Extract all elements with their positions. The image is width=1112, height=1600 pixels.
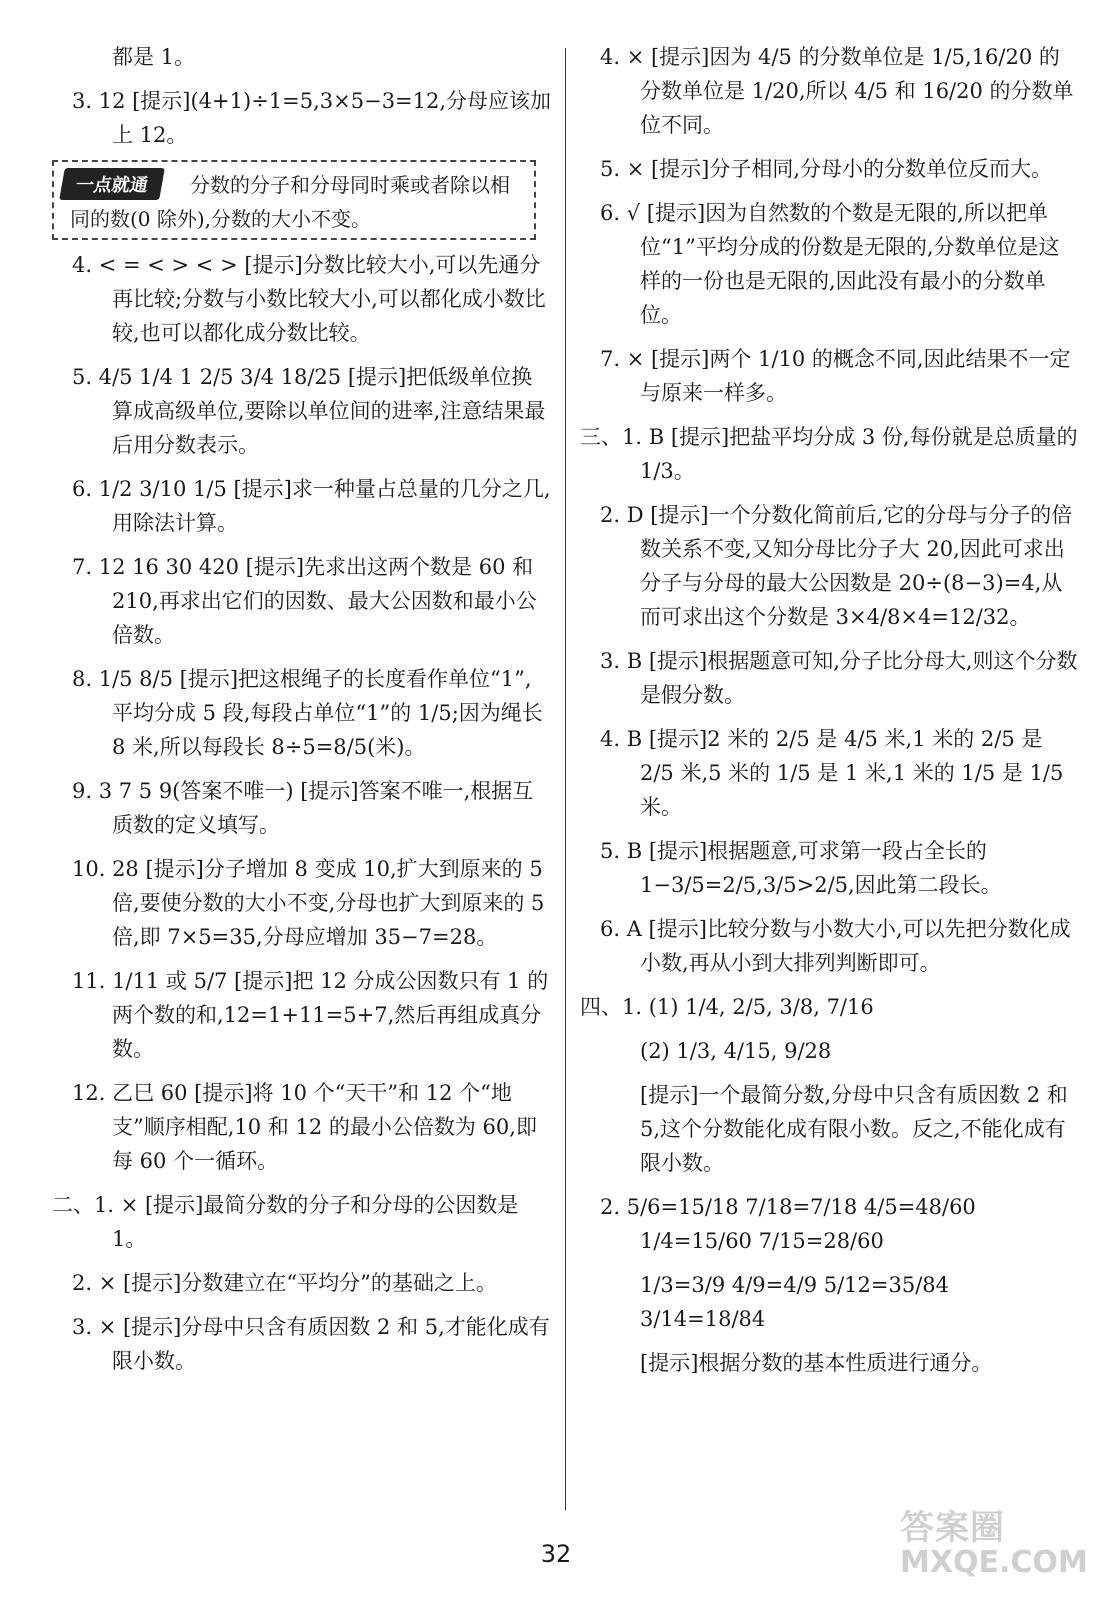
answer-item: 2. × [提示]分数建立在“平均分”的基础之上。 — [72, 1271, 497, 1295]
answer-item: 5. × [提示]分子相同,分母小的分数单位反而大。 — [600, 157, 1053, 181]
answer-item: 都是 1。 — [112, 45, 196, 69]
hint-paragraph: [提示]一个最简分数,分母中只含有质因数 2 和 5,这个分数能化成有限小数。反之,不能化成有限小数。 — [640, 1083, 1068, 1175]
answer-item: 3. 12 [提示](4+1)÷1=5,3×5−3=12,分母应该加上 12。 — [72, 89, 552, 147]
watermark-logo: 答案圈 — [900, 1508, 1005, 1548]
left-column-continued — [52, 248, 552, 1388]
section-answer-item: 三、1. B [提示]把盐平均分成 3 份,每份就是总质量的 1/3。 — [580, 425, 1078, 483]
answer-item: 3. × [提示]分母中只含有质因数 2 和 5,才能化成有限小数。 — [72, 1315, 550, 1373]
answer-item: 7. 12 16 30 420 [提示]先求出这两个数是 60 和 210,再求出它们的因数、最大公因数和最小公倍数。 — [72, 555, 537, 647]
answer-item: 11. 1/11 或 5/7 [提示]把 12 分成公因数只有 1 的两个数的和,12=1+11=5+7,然后再组成真分数。 — [72, 969, 549, 1061]
answer-item: 4. × [提示]因为 4/5 的分数单位是 1/5,16/20 的分数单位是 1/20,所以 4/5 和 16/20 的分数单位不同。 — [600, 45, 1074, 137]
column-divider — [565, 48, 566, 1510]
tip-badge: 一点就通 — [59, 168, 165, 200]
answer-item: 6. 1/2 3/10 1/5 [提示]求一种量占总量的几分之几,用除法计算。 — [72, 477, 551, 535]
page-number: 32 — [540, 1540, 572, 1568]
tip-box — [52, 160, 536, 240]
answer-item: (2) 1/3, 4/15, 9/28 — [640, 1039, 832, 1063]
tip-text: 分数的分子和分母同时乘或者除以相同的数(0 除外),分数的大小不变。 — [70, 173, 510, 231]
answer-item: 7. × [提示]两个 1/10 的概念不同,因此结果不一定与原来一样多。 — [600, 347, 1071, 405]
answer-item: 5. 4/5 1/4 1 2/5 3/4 18/25 [提示]把低级单位换算成高级单位,要除以单位间的进率,注意结果最后用分数表示。 — [72, 365, 546, 457]
section-answer-item: 四、1. (1) 1/4, 2/5, 3/8, 7/16 — [580, 995, 874, 1019]
answer-item: 6. A [提示]比较分数与小数大小,可以先把分数化成小数,再从小到大排列判断即可。 — [600, 917, 1071, 975]
answer-item: 9. 3 7 5 9(答案不唯一) [提示]答案不唯一,根据互质数的定义填写。 — [72, 779, 534, 837]
answer-item: 3. B [提示]根据题意可知,分子比分母大,则这个分数是假分数。 — [600, 649, 1078, 707]
answer-item: 1/3=3/9 4/9=4/9 5/12=35/84 3/14=18/84 — [640, 1273, 950, 1331]
right-column — [580, 40, 1080, 1390]
section-answer-item: 二、1. × [提示]最简分数的分子和分母的公因数是 1。 — [52, 1193, 519, 1251]
answer-item: 5. B [提示]根据题意,可求第一段占全长的 1−3/5=2/5,3/5>2/5,因此第二段长。 — [600, 839, 1002, 897]
watermark-url: MXQE.COM — [900, 1545, 1088, 1580]
answer-item: 10. 28 [提示]分子增加 8 变成 10,扩大到原来的 5 倍,要使分数的大小不变,分母也扩大到原来的 5 倍,即 7×5=35,分母应增加 35−7=28。 — [72, 857, 545, 949]
answer-item: 4. B [提示]2 米的 2/5 是 4/5 米,1 米的 2/5 是 2/5 米,5 米的 1/5 是 1 米,1 米的 1/5 是 1/5 米。 — [600, 727, 1064, 819]
left-column — [52, 40, 552, 162]
hint-paragraph: [提示]根据分数的基本性质进行通分。 — [640, 1351, 993, 1375]
answer-item: 6. √ [提示]因为自然数的个数是无限的,所以把单位“1”平均分成的份数是无限的,分数单位是这样的一份也是无限的,因此没有最小的分数单位。 — [600, 201, 1060, 327]
answer-item: 2. D [提示]一个分数化简前后,它的分母与分子的倍数关系不变,又知分母比分子大 20,因此可求出分子与分母的最大公因数是 20÷(8−3)=4,从而可求出这个分数是 3×4/8×4=12/32。 — [600, 503, 1073, 629]
answer-item: 8. 1/5 8/5 [提示]把这根绳子的长度看作单位“1”,平均分成 5 段,每段占单位“1”的 1/5;因为绳长 8 米,所以每段长 8÷5=8/5(米)。 — [72, 667, 543, 759]
answer-item: 2. 5/6=15/18 7/18=7/18 4/5=48/60 1/4=15/60 7/15=28/60 — [600, 1195, 976, 1253]
answer-item: 4. < = < > < > [提示]分数比较大小,可以先通分再比较;分数与小数比较大小,可以都化成小数比较,也可以都化成分数比较。 — [72, 253, 546, 345]
answer-item: 12. 乙巳 60 [提示]将 10 个“天干”和 12 个“地支”顺序相配,10 和 12 的最小公倍数为 60,即每 60 个一循环。 — [72, 1081, 537, 1173]
